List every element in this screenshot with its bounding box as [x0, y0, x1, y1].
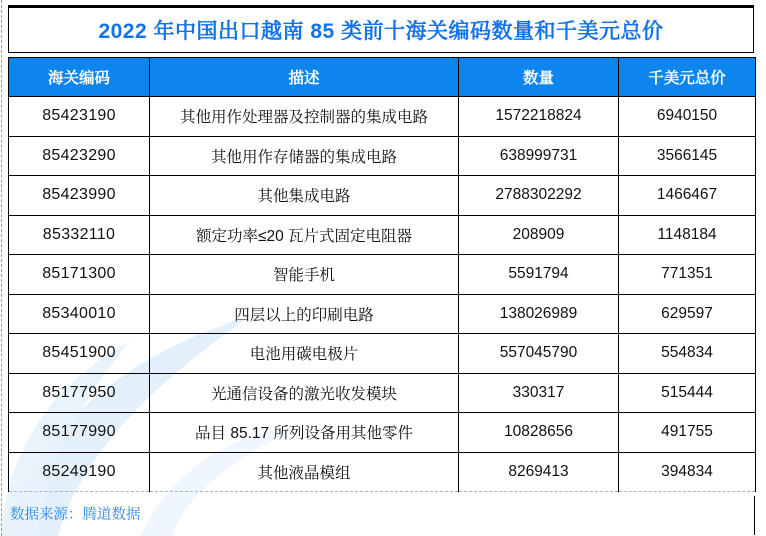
cell-hs-code: 85249190: [9, 452, 150, 492]
table-row: [9, 215, 756, 255]
table-row: [9, 97, 756, 137]
cell-total: 394834: [619, 452, 756, 492]
cell-total: 515444: [619, 373, 756, 413]
cell-total: 3566145: [619, 136, 756, 176]
table-header: [9, 58, 756, 97]
cell-qty: 10828656: [459, 413, 619, 453]
cell-qty: 638999731: [459, 136, 619, 176]
cell-desc: 光通信设备的激光收发模块: [150, 373, 459, 413]
cell-hs-code: 85171300: [9, 255, 150, 295]
cell-hs-code: 85423190: [9, 97, 150, 137]
cell-total: 1148184: [619, 215, 756, 255]
cell-total: 491755: [619, 413, 756, 453]
cell-hs-code: 85177990: [9, 413, 150, 453]
table-right-border-tail: [754, 496, 755, 535]
cell-hs-code: 85423290: [9, 136, 150, 176]
cell-hs-code: 85332110: [9, 215, 150, 255]
cell-total: 771351: [619, 255, 756, 295]
cell-desc: 其他用作处理器及控制器的集成电路: [150, 97, 459, 137]
table-row: [9, 136, 756, 176]
cell-desc: 其他液晶模组: [150, 452, 459, 492]
cell-qty: 2788302292: [459, 176, 619, 216]
header-row: [9, 58, 756, 97]
cell-desc: 四层以上的印刷电路: [150, 294, 459, 334]
cell-total: 629597: [619, 294, 756, 334]
cell-desc: 其他集成电路: [150, 176, 459, 216]
cell-hs-code: 85423990: [9, 176, 150, 216]
cell-qty: 1572218824: [459, 97, 619, 137]
col-header-desc: 描述: [150, 58, 459, 97]
cell-desc: 电池用碳电极片: [150, 334, 459, 374]
cell-qty: 138026989: [459, 294, 619, 334]
table-row: [9, 294, 756, 334]
cell-desc: 智能手机: [150, 255, 459, 295]
table-row: [9, 452, 756, 492]
col-header-total: 千美元总价: [619, 58, 756, 97]
cell-total: 1466467: [619, 176, 756, 216]
col-header-hs-code: 海关编码: [9, 58, 150, 97]
cell-total: 554834: [619, 334, 756, 374]
title-box: [8, 5, 754, 53]
table-row: [9, 176, 756, 216]
cell-hs-code: 85340010: [9, 294, 150, 334]
cell-desc: 品目 85.17 所列设备用其他零件: [150, 413, 459, 453]
data-source-note: 数据来源：腾道数据: [10, 507, 141, 523]
table-body: [9, 97, 756, 492]
page-title: 2022 年中国出口越南 85 类前十海关编码数量和千美元总价: [98, 20, 664, 43]
cell-hs-code: 85177950: [9, 373, 150, 413]
cell-total: 6940150: [619, 97, 756, 137]
cell-qty: 557045790: [459, 334, 619, 374]
cell-desc: 额定功率≤20 瓦片式固定电阻器: [150, 215, 459, 255]
cell-desc: 其他用作存储器的集成电路: [150, 136, 459, 176]
cell-qty: 330317: [459, 373, 619, 413]
col-header-qty: 数量: [459, 58, 619, 97]
table-row: [9, 373, 756, 413]
hs-code-table: [8, 57, 756, 492]
cell-qty: 8269413: [459, 452, 619, 492]
table-row: [9, 255, 756, 295]
cell-qty: 208909: [459, 215, 619, 255]
cell-qty: 5591794: [459, 255, 619, 295]
table-row: [9, 413, 756, 453]
cell-hs-code: 85451900: [9, 334, 150, 374]
table-row: [9, 334, 756, 374]
